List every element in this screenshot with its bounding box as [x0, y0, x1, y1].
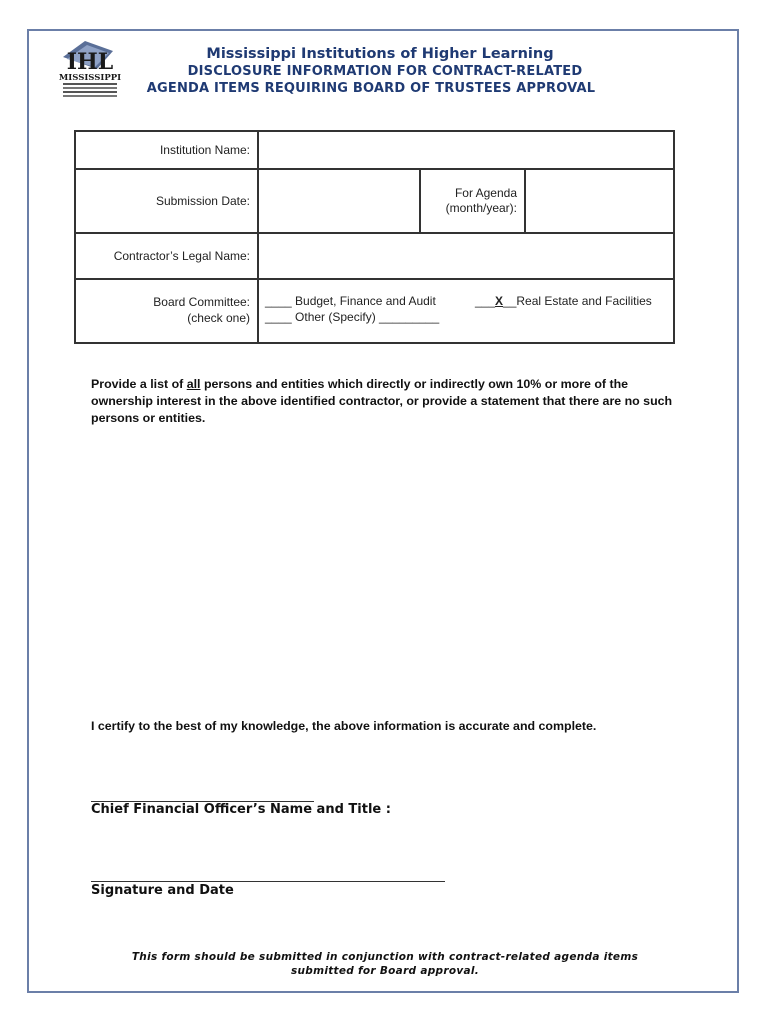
cfo-name-title-label: Chief Financial Officer’s Name and Title :: [91, 802, 391, 817]
committee-options: [259, 280, 673, 342]
agenda-label: [421, 170, 526, 232]
real-estate-check-mark: X: [495, 294, 504, 308]
footer-line2: submitted for Board approval.: [290, 965, 480, 977]
agenda-label-line1: For Agenda: [454, 186, 517, 200]
institution-field[interactable]: [258, 131, 674, 169]
header-subtitle-2: AGENDA ITEMS REQUIRING BOARD OF TRUSTEES APPROVAL: [146, 81, 596, 96]
header-title: Mississippi Institutions of Higher Learning: [206, 46, 554, 62]
committee-label-line2: (check one): [187, 311, 250, 325]
page-header: [130, 46, 640, 97]
signature-date-line[interactable]: [91, 881, 445, 882]
submission-date-field[interactable]: [259, 170, 421, 232]
option-other-specify[interactable]: ____ Other (Specify) _________: [265, 310, 440, 324]
logo-letters: IHL: [66, 49, 114, 75]
logo-subtitle: MISSISSIPPI: [58, 73, 122, 83]
real-estate-label: __Real Estate and Facilities: [503, 294, 652, 308]
institution-label: Institution Name:: [75, 131, 258, 169]
ownership-prompt: [91, 376, 681, 427]
footer-line1: This form should be submitted in conjunction with contract-related agenda items: [131, 951, 639, 963]
option-real-estate-facilities[interactable]: [475, 294, 652, 308]
real-estate-prefix: ___: [475, 294, 496, 308]
option-budget-finance-audit[interactable]: ____ Budget, Finance and Audit: [265, 294, 436, 308]
prompt-before: Provide a list of: [91, 377, 187, 391]
contractor-field[interactable]: [258, 233, 674, 279]
prompt-underlined: all: [186, 377, 201, 391]
signature-date-label: Signature and Date: [91, 883, 234, 898]
committee-label: [75, 279, 258, 343]
certification-statement: I certify to the best of my knowledge, the above information is accurate and complete.: [91, 719, 597, 733]
disclosure-form-table: [74, 130, 675, 344]
prompt-after: persons and entities which directly or indirectly own 10% or more of the ownership interest in the above identified contractor, or provide a statement that there are no such persons or entities.: [91, 377, 673, 425]
header-subtitle-1: DISCLOSURE INFORMATION FOR CONTRACT-RELATED: [187, 64, 583, 79]
agenda-label-line2: (month/year):: [445, 201, 517, 215]
contractor-label: Contractor’s Legal Name:: [75, 233, 258, 279]
submission-date-label: Submission Date:: [75, 169, 258, 233]
footer-note: [100, 950, 670, 978]
committee-label-line1: Board Committee:: [153, 295, 250, 309]
agenda-month-year-field[interactable]: [526, 170, 673, 232]
